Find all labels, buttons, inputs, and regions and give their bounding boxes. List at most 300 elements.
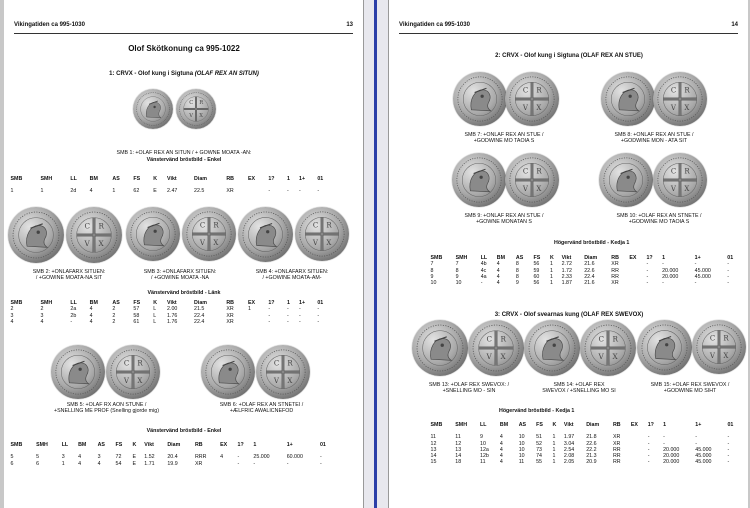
table-cell: 1.76 [167,312,178,319]
table-cell: - [268,312,271,319]
table-cell: 56 [533,261,540,268]
table-cell: 4 [499,453,503,460]
table-cell: XR [611,261,619,268]
subheading-enkel-2: Vänstervänd bröstbild - Enkel [146,428,222,434]
column-header: 1+ [694,255,701,261]
table-cell: 22.6 [586,440,597,447]
column-header: K [132,442,137,448]
table-cell: 7 [455,261,459,268]
table-cell: - [647,446,650,453]
smb5-caption: SMB 5: +OLAF RX AON STUNE / +SNELLING ME PROF (Snelling gjorde mig) [54,402,159,415]
header-title: Vikingatiden ca 995-1030 [14,22,85,28]
column-header: Vikt [561,255,572,261]
table-cell: 10 [455,280,462,287]
table-cell: 21.5 [194,306,205,313]
column-header: EX [220,442,228,448]
column-header: 1? [646,255,653,261]
svg-text:X: X [500,352,506,362]
table-cell: 22.4 [194,318,205,325]
table-cell: 52 [536,440,542,447]
svg-text:C: C [486,334,493,344]
table-cell: 8 [515,261,519,268]
column-header: SMB [10,176,23,182]
column-header: AS [97,442,105,448]
table-cell: 2.08 [563,453,575,460]
table-cell: - [727,453,730,460]
table-cell: 6 [36,460,40,467]
table-cell: RRR [194,454,207,461]
svg-text:V: V [123,375,129,385]
coin-reverse-icon [653,153,707,207]
table-cell: 12b [480,453,489,460]
table-cell: 3.04 [563,440,575,447]
page-13 [4,0,364,508]
table-cell: 4 [78,460,82,467]
coin-obverse-icon [238,207,293,262]
column-header: K [153,176,158,182]
svg-text:V: V [312,237,318,247]
table-row [429,280,741,286]
column-header: K [552,422,557,428]
page-title: Olof Skötkonung ca 995-1022 [128,44,240,53]
column-header: Vikt [563,422,574,428]
table-cell: 59 [533,267,540,274]
table-cell: - [299,318,301,325]
column-header: K [550,255,554,261]
table-cell: - [662,280,664,287]
table-cell: 4 [78,454,82,461]
coin-reverse-icon [580,320,636,376]
table-cell: 13 [430,446,437,453]
table-cell: XR [226,312,234,319]
column-header: Diam [194,176,207,182]
table-cell: - [268,306,271,313]
table-cell: 1 [550,273,553,280]
svg-text:R: R [684,85,690,95]
column-header: AS [515,255,524,261]
column-header: LL [70,176,77,182]
table-cell [246,319,266,325]
table-cell: 21.8 [586,434,597,441]
table-cell: 2 [40,306,44,313]
section-heading-1: 1: CRVX - Olof kung i Sigtuna (OLAF REX AN SITUN) [109,71,259,77]
svg-text:R: R [199,100,204,107]
table-cell: 12a [480,446,489,453]
svg-text:R: R [287,358,293,368]
svg-text:X: X [684,183,690,193]
table-cell: - [286,460,289,467]
table-cell: 4 [97,460,101,467]
coin-obverse-icon [637,320,692,375]
column-header: BM [496,255,506,261]
table-cell: 20.000 [663,453,680,460]
column-header: EX [629,255,637,261]
table-cell [629,459,646,465]
column-header: 1? [268,176,275,182]
table-cell: 62 [133,188,140,195]
table-cell: 1 [550,280,553,287]
coin-obverse-icon [524,320,580,376]
svg-text:C: C [199,220,206,230]
svg-text:R: R [137,358,143,368]
table-row [9,319,334,325]
coin-obverse-icon [201,345,255,399]
table-cell: 4 [89,188,93,195]
table-cell: - [727,434,730,441]
table-cell: 1 [10,188,14,195]
svg-text:C: C [522,166,529,176]
column-header: Vikt [167,300,177,306]
coin-obverse-icon [126,207,180,261]
table-cell: - [646,280,649,287]
column-header: 1? [268,300,275,306]
table-cell: - [286,306,289,313]
smb9-caption: SMB 9: +ONLAF REX AN STUE / +GOWNE MONATAN S [464,213,544,226]
coin-reverse-icon [505,153,559,207]
table-cell: 1.87 [561,280,572,287]
table-cell: 8 [515,267,519,274]
table-cell: - [647,453,650,460]
table-cell: 4 [496,280,500,287]
column-header: LL [61,442,69,448]
column-header: BM [89,176,98,182]
coin-table-5 [429,422,741,466]
table-cell: 61 [133,318,140,325]
svg-text:R: R [500,334,506,344]
table-cell: 10 [518,446,525,453]
table-cell: 4 [496,261,500,268]
svg-text:V: V [522,102,528,112]
column-header: 1 [253,442,257,448]
column-header: RB [194,442,203,448]
svg-text:X: X [723,350,729,360]
svg-text:V: V [84,239,90,249]
svg-text:R: R [213,220,219,230]
column-header: Vikt [167,176,177,182]
column-header: 1 [663,422,667,428]
table-cell: 2 [112,312,116,319]
column-header: SMH [455,422,468,428]
svg-text:R: R [98,221,104,231]
column-header: RB [226,300,234,306]
table-cell: 45.000 [694,267,711,274]
table-cell: 2.05 [563,459,575,466]
table-cell: 45.000 [695,453,712,460]
svg-text:X: X [199,113,203,119]
coin-obverse-icon [452,153,506,207]
table-cell: 3 [10,312,14,319]
table-cell: 1 [550,261,553,268]
table-cell: 2 [112,306,116,313]
table-cell: RR [612,459,621,466]
table-cell: 20.000 [663,446,680,453]
table-cell: 4 [499,446,503,453]
page-number: 13 [346,22,353,28]
table-cell: 11 [455,434,461,441]
table-cell: - [647,459,650,466]
svg-text:C: C [670,85,677,95]
table-cell: 4 [10,318,14,325]
coin-reverse-icon [505,72,559,126]
table-cell: 22.6 [584,267,595,274]
coin-obverse-icon [8,207,64,263]
table-cell: - [268,318,271,325]
svg-text:C: C [123,358,130,368]
table-cell: 4 [499,434,503,441]
table-cell: 10 [518,453,525,460]
table-cell: - [727,446,730,453]
table-cell: - [70,318,73,325]
column-header: 01 [727,255,734,261]
column-header: RB [226,176,234,182]
table-cell: - [317,318,320,325]
column-header: 01 [317,300,324,306]
column-header: SMB [430,255,443,261]
table-cell: L [153,318,157,325]
table-cell: - [694,261,697,268]
table-cell: 4 [499,459,503,466]
svg-text:V: V [670,183,676,193]
column-header: BM [78,442,87,448]
table-cell [246,188,266,194]
smb8-caption: SMB 8: +ONLAF REX AN STUE / +GODWINE MON - ATA SIT [614,132,694,145]
table-cell [219,461,236,467]
svg-text:X: X [98,239,104,249]
table-cell: XR [226,318,234,325]
coin-reverse-icon [256,345,310,399]
coin-reverse-icon [468,320,524,376]
coin-obverse-icon [601,72,655,126]
smb3-caption: SMB 3: +ONLAFARX SITUEN: / +GOWINE MOATA -NA [143,269,217,282]
table-cell: - [727,261,730,268]
table-cell: 74 [536,453,542,460]
table-cell: 18 [455,459,462,466]
table-cell: 1.72 [561,267,572,274]
svg-text:X: X [536,183,542,193]
table-cell: 1 [552,446,556,453]
table-cell: - [662,261,664,268]
coin-reverse-icon [295,207,349,261]
table-cell: - [727,459,730,466]
table-cell: 60.000 [286,454,303,461]
table-cell: 73 [536,446,542,453]
page-14 [388,0,748,508]
table-cell: 20.9 [586,459,597,466]
column-header: SMH [40,300,53,306]
coin-reverse-icon [176,89,216,129]
column-header: LL [70,300,77,306]
svg-text:V: V [273,375,279,385]
column-header: LL [480,255,488,261]
table-cell: - [695,434,698,441]
table-cell: - [317,188,320,195]
table-cell: 4a [480,273,487,280]
table-cell: 2 [112,318,116,325]
table-cell: 7 [430,261,434,268]
table-cell: 58 [133,312,140,319]
table-row [9,461,334,467]
column-header: 1+ [299,300,306,306]
svg-text:V: V [598,352,604,362]
coin-obverse-icon [133,89,173,129]
table-row [429,459,741,465]
table-cell: - [695,440,698,447]
svg-text:X: X [684,102,690,112]
table-cell: 3 [61,454,65,461]
column-header: BM [89,300,98,306]
table-cell: - [727,440,730,447]
table-cell: 10 [518,434,525,441]
table-cell: 4 [220,454,224,461]
table-cell: 9 [455,273,459,280]
running-header [399,22,738,34]
table-cell: - [286,188,289,195]
column-header: 1+ [299,176,306,182]
coin-obverse-icon [412,320,468,376]
column-header: 01 [319,442,326,448]
table-cell: 4 [496,267,500,274]
table-cell: 1 [247,306,251,313]
column-header: EX [247,300,256,306]
table-cell: 2b [70,312,77,319]
table-cell: 8 [430,267,434,274]
coin-reverse-icon [182,207,236,261]
table-cell: RR [611,273,619,280]
table-cell: 11 [480,459,486,466]
table-cell: 8 [515,273,519,280]
column-header: 1 [662,255,666,261]
coin-table-1 [9,176,334,195]
table-cell: L [153,306,157,313]
table-cell: - [299,312,301,319]
column-header: 01 [727,422,734,428]
column-header: SMB [10,442,23,448]
svg-text:V: V [189,113,193,119]
table-cell: 14 [430,453,437,460]
column-header: RB [612,422,621,428]
svg-text:C: C [598,334,605,344]
column-header: FS [533,255,541,261]
coin-table-2 [9,300,334,325]
smb1-caption: SMB 1: +OLAF REX AN SITUN / + GOWNE MOATA -AN: [116,150,252,156]
smb7-caption: SMB 7: +ONLAF REX AN STUE / +GODWINE MO TAOIA S [464,132,544,145]
table-cell: - [647,440,650,447]
column-header: SMH [40,176,53,182]
table-cell: 45.000 [694,273,711,280]
table-cell: 54 [115,460,122,467]
table-cell: 1.52 [144,454,155,461]
table-cell: XR [194,460,203,467]
page-number: 14 [731,22,738,28]
coin-table-4 [429,255,741,286]
coin-table-3 [9,442,334,467]
table-cell: 2a [70,306,77,313]
table-cell: 9 [430,273,434,280]
svg-text:R: R [723,333,729,343]
table-cell: - [286,312,289,319]
svg-text:X: X [612,352,618,362]
section-heading-2: 2: CRVX - Olof kung i Sigtuna (OLAF REX AN STUE) [495,53,643,59]
table-cell: - [317,306,320,313]
coin-obverse-icon [599,153,653,207]
table-cell: - [727,280,730,287]
column-header: LL [480,422,487,428]
column-header: Diam [586,422,600,428]
column-header: SMH [36,442,48,448]
table-cell: 3 [97,454,101,461]
table-cell: 2.72 [561,261,572,268]
table-cell: 4c [480,267,487,274]
column-header: SMH [455,255,468,261]
table-cell: 13 [455,446,462,453]
table-cell: 25.000 [253,454,270,461]
smb15-caption: SMB 15: +OLAF REX SWEVOX / +GODWINE MO SIHT [650,382,730,395]
table-cell: 72 [115,454,122,461]
table-cell: 2.33 [561,273,572,280]
table-cell: - [268,188,271,195]
table-cell: 1 [552,459,556,466]
table-cell: 45.000 [695,446,712,453]
table-cell: E [132,454,137,461]
table-cell: - [319,454,322,461]
table-cell: 21.6 [584,280,595,287]
table-cell: RR [612,453,621,460]
table-cell: - [299,306,301,313]
column-header: FS [115,442,123,448]
table-cell: 1 [61,460,65,467]
table-cell: - [663,434,665,441]
table-cell: 5 [10,454,14,461]
table-row [9,188,334,194]
table-cell: 57 [133,306,140,313]
svg-text:C: C [709,333,716,343]
table-cell: 45.000 [695,459,712,466]
column-header: RB [611,255,619,261]
table-cell: 2.00 [167,306,178,313]
table-cell: - [253,460,256,467]
table-cell: 15 [430,459,437,466]
column-header: 1+ [695,422,702,428]
table-cell: 8 [455,267,459,274]
table-cell: 1 [550,267,553,274]
svg-text:C: C [670,166,677,176]
table-cell: 4 [89,318,93,325]
column-header: EX [630,422,638,428]
svg-text:X: X [536,102,542,112]
column-header: FS [536,422,543,428]
table-cell: - [299,188,301,195]
table-cell: 22.4 [194,312,205,319]
svg-text:V: V [199,237,205,247]
svg-text:X: X [287,375,293,385]
column-header: Diam [194,300,207,306]
table-cell: 56 [533,280,540,287]
table-cell: - [727,273,730,280]
table-cell: - [646,261,649,268]
table-cell: 10 [430,280,437,287]
table-cell: RR [612,446,621,453]
table-cell: 2 [10,306,14,313]
table-cell: XR [226,188,234,195]
table-cell: 9 [515,280,519,287]
table-cell: E [153,188,157,195]
svg-text:C: C [522,85,529,95]
header-title: Vikingatiden ca 995-1030 [399,22,470,28]
column-header: AS [518,422,527,428]
column-header: 01 [317,176,324,182]
column-header: SMB [10,300,23,306]
table-cell: - [237,454,240,461]
